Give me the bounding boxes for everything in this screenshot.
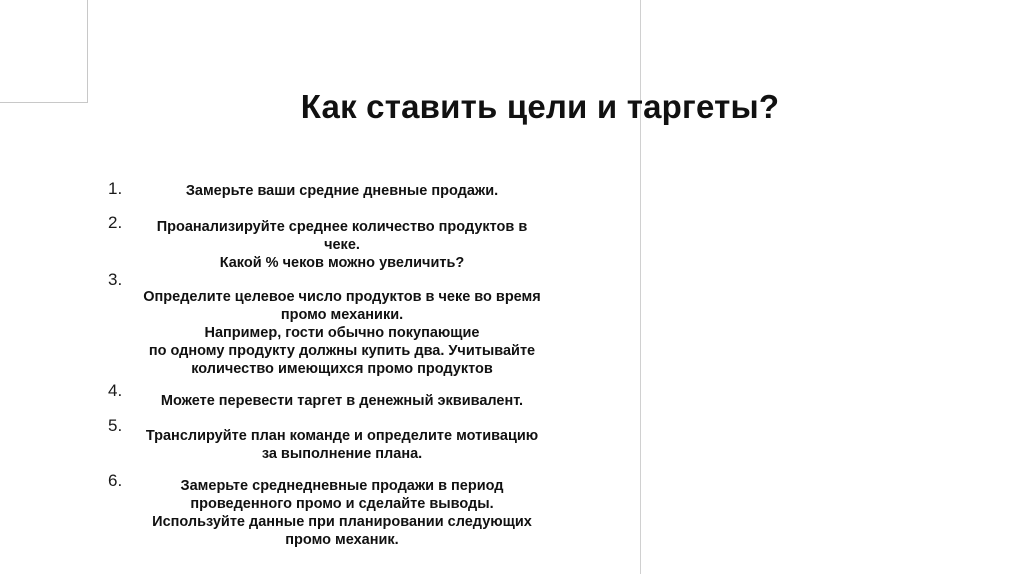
- list-number-5: 5.: [108, 416, 123, 435]
- list-item-2-line-3: Какой % чеков можно увеличить?: [219, 255, 465, 271]
- list-item-2-line-2: чеке.: [324, 237, 360, 253]
- list-number-1: 1.: [108, 179, 123, 198]
- list-item-6-line-3: Используйте данные при планировании следующих: [152, 514, 532, 530]
- list-item-1: [112, 182, 572, 200]
- list-item-3-line-5: количество имеющихся промо продуктов: [191, 361, 493, 377]
- slide-right-divider: [640, 0, 641, 574]
- slide-frame-corner-vertical: [87, 0, 88, 102]
- list-item-6-line-2: проведенного промо и сделайте выводы.: [190, 496, 494, 512]
- list-item-3-line-4: по одному продукту должны купить два. Учитывайте: [148, 343, 536, 359]
- slide-frame-corner-horizontal: [0, 102, 88, 103]
- list-item-3-line-3: Например, гости обычно покупающие: [204, 325, 480, 341]
- list-item-4: [112, 392, 572, 410]
- list-item-3: [112, 288, 572, 378]
- slide-title: Как ставить цели и таргеты?: [300, 88, 780, 125]
- list-item-5-line-1: Транслируйте план команде и определите мотивацию: [145, 428, 539, 444]
- list-item-6-line-1: Замерьте среднедневные продажи в период: [180, 478, 504, 494]
- list-item-5: [112, 427, 572, 463]
- list-item-3-line-1: Определите целевое число продуктов в чеке во время: [143, 289, 541, 305]
- list-item-4-line-1: Можете перевести таргет в денежный эквивалент.: [160, 393, 524, 409]
- list-item-2: [112, 218, 572, 272]
- list-number-2: 2.: [108, 213, 123, 232]
- list-number-6: 6.: [108, 471, 123, 490]
- list-item-2-line-1: Проанализируйте среднее количество продуктов в: [156, 219, 528, 235]
- list-item-6-line-4: промо механик.: [285, 532, 399, 548]
- list-number-3: 3.: [108, 270, 123, 289]
- list-item-3-line-2: промо механики.: [280, 307, 404, 323]
- list-item-6: [112, 477, 572, 549]
- list-number-4: 4.: [108, 381, 123, 400]
- list-item-1-line-1: Замерьте ваши средние дневные продажи.: [185, 183, 499, 199]
- list-item-5-line-2: за выполнение плана.: [261, 446, 423, 462]
